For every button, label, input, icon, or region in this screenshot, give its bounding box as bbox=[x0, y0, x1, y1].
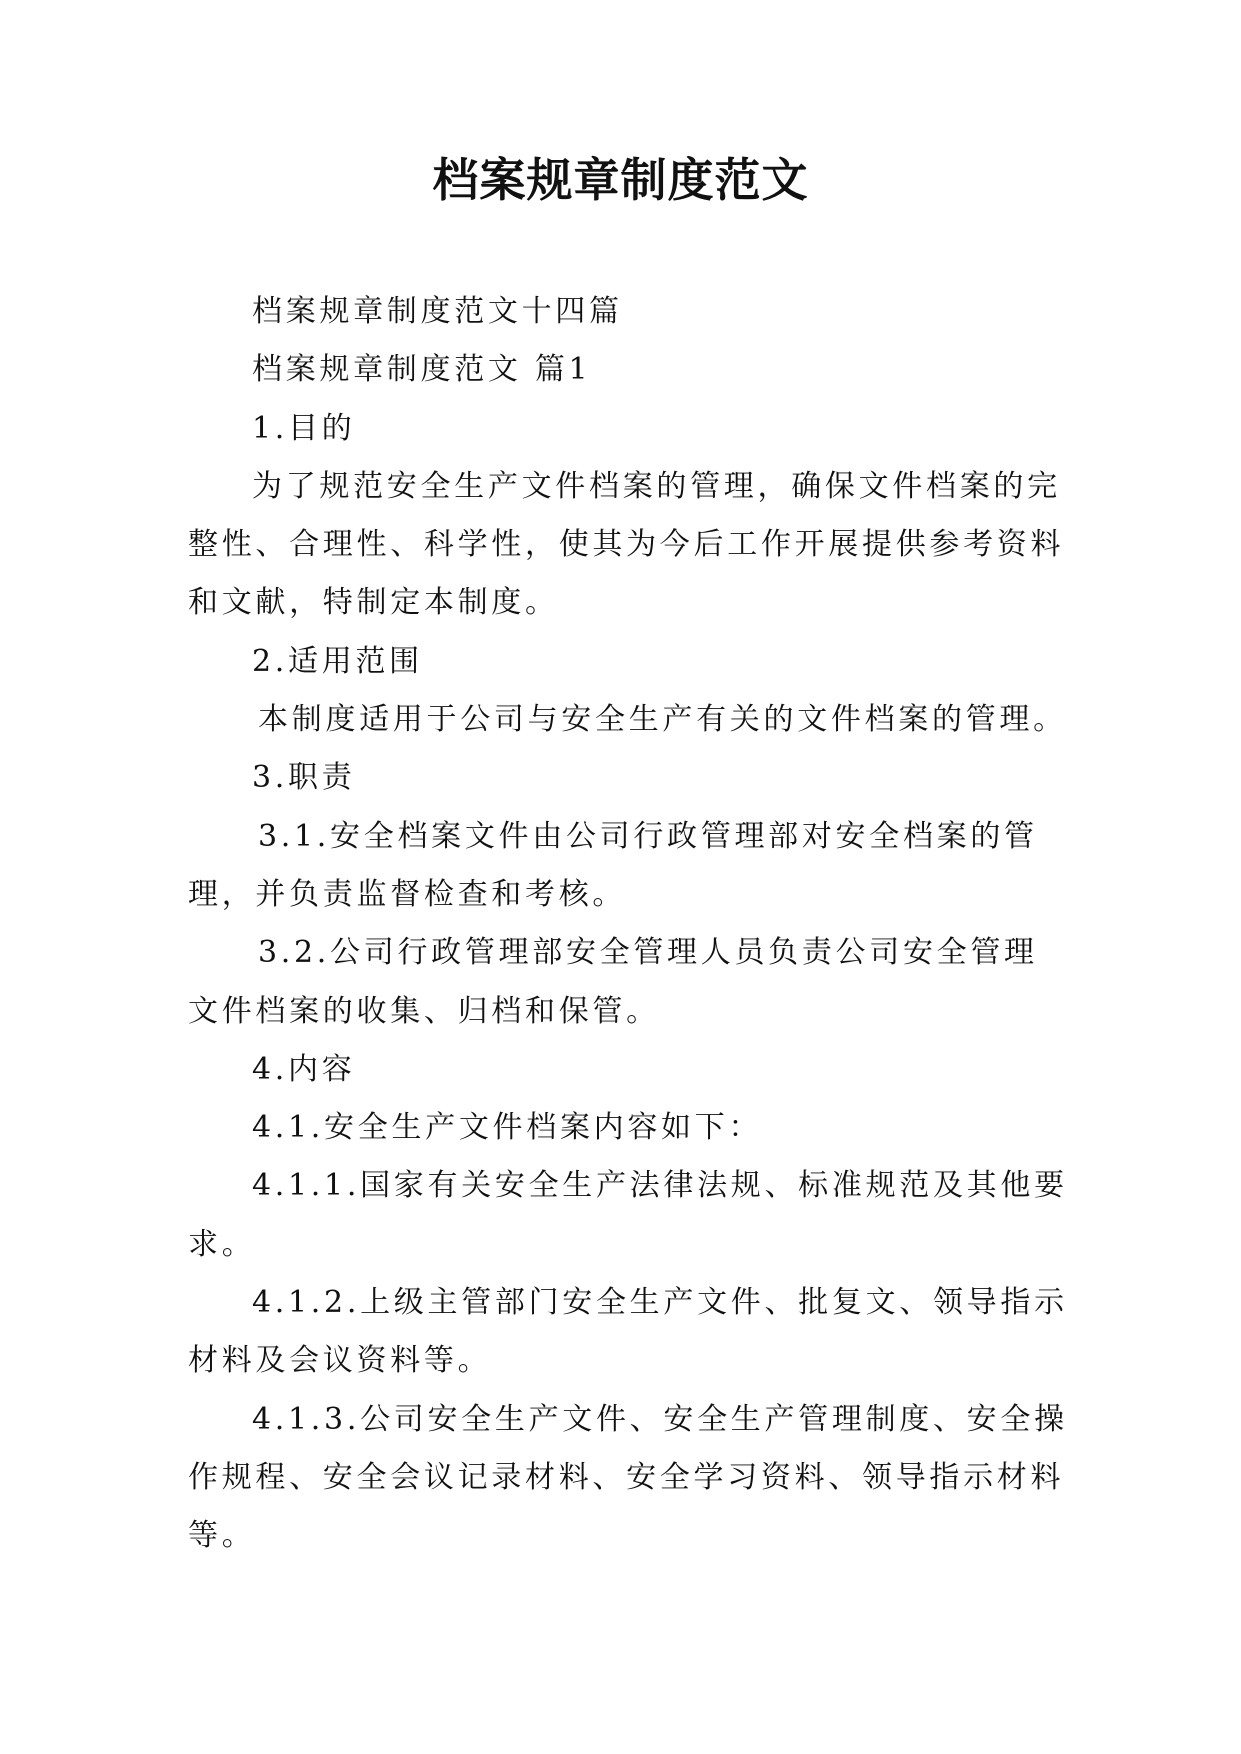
paragraph-line: 文件档案的收集、归档和保管。 bbox=[188, 993, 660, 1029]
paragraph-line: 本制度适用于公司与安全生产有关的文件档案的管理。 bbox=[258, 702, 1067, 738]
paragraph-line: 3.2.公司行政管理部安全管理人员负责公司安全管理 bbox=[258, 935, 1038, 971]
heading-content: 4.内容 bbox=[252, 1051, 356, 1087]
subtitle-line: 档案规章制度范文十四篇 bbox=[252, 294, 623, 329]
paragraph-line: 为了规范安全生产文件档案的管理，确保文件档案的完 bbox=[252, 468, 1061, 504]
paragraph-line: 作规程、安全会议记录材料、安全学习资料、领导指示材料 bbox=[188, 1459, 1065, 1495]
paragraph-line: 3.1.安全档案文件由公司行政管理部对安全档案的管 bbox=[258, 818, 1038, 854]
heading-duties: 3.职责 bbox=[252, 760, 356, 796]
paragraph-line: 整性、合理性、科学性，使其为今后工作开展提供参考资料 bbox=[188, 527, 1065, 563]
heading-purpose: 1.目的 bbox=[252, 410, 356, 446]
paragraph-line: 4.1.2.上级主管部门安全生产文件、批复文、领导指示 bbox=[252, 1285, 1068, 1321]
heading-scope: 2.适用范围 bbox=[252, 643, 423, 679]
paragraph-line: 4.1.安全生产文件档案内容如下： bbox=[252, 1110, 763, 1146]
paragraph-line: 等。 bbox=[188, 1518, 256, 1554]
document-body bbox=[188, 283, 1068, 1566]
paragraph-line: 4.1.1.国家有关安全生产法律法规、标准规范及其他要 bbox=[252, 1168, 1068, 1204]
paragraph-line: 材料及会议资料等。 bbox=[188, 1343, 492, 1379]
paragraph-line: 理，并负责监督检查和考核。 bbox=[188, 876, 627, 912]
paragraph-line: 和文献，特制定本制度。 bbox=[188, 585, 559, 621]
paragraph-line: 4.1.3.公司安全生产文件、安全生产管理制度、安全操 bbox=[252, 1401, 1068, 1437]
paragraph-line: 求。 bbox=[188, 1226, 256, 1262]
section-heading: 档案规章制度范文 篇1 bbox=[252, 352, 592, 388]
document-title: 档案规章制度范文 bbox=[432, 153, 809, 207]
